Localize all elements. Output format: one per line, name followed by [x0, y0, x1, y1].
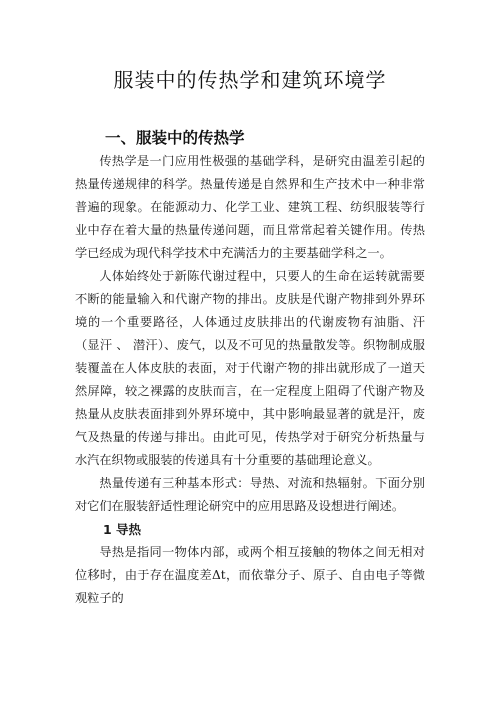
paragraph-conduction: 导热是指同一物体内部，或两个相互接触的物体之间无相对位移时，由于存在温度差Δt，而依靠分子、原子、自由电子等微观粒子的	[75, 545, 425, 605]
document-body	[75, 150, 425, 610]
subheading-conduction: 1 导热	[103, 522, 142, 537]
document-title: 服装中的传热学和建筑环境学	[113, 68, 387, 92]
paragraph-three-forms: 热量传递有三种基本形式：导热、对流和热辐射。下面分别对它们在服装舒适性理论研究中的应用思路及设想进行阐述。	[75, 476, 425, 513]
section-heading: 一、服装中的传热学	[105, 129, 245, 147]
paragraph-metabolism: 人体始终处于新陈代谢过程中，只要人的生命在运转就需要不断的能量输入和代谢产物的排出。皮肤是代谢产物排到外界环境的一个重要路径，人体通过皮肤排出的代谢废物有油脂、汗（显汗 、 潜汗）、废气，以及不可见的热量散发等。织物制成服装覆盖在人体皮肤的表面，对于代谢产物的排出就形成了一道天然屏障，较之裸露的皮肤而言，在一定程度上阻碍了代谢产物及热量从皮肤表面排到外界环境中，其中影响最显著的就是汗，废气及热量的传递与排出。由此可见，传热学对于研究分析热量与水汽在织物或服装的传递具有十分重要的基础理论意义。	[75, 269, 425, 467]
paragraph-heat-transfer-intro: 传热学是一门应用性极强的基础学科，是研究由温差引起的热量传递规律的科学。热量传递是自然界和生产技术中一种非常普遍的现象。在能源动力、化学工业、建筑工程、纺织服装等行业中存在着大量的热量传递问题，而且常常起着关键作用。传热学已经成为现代科学技术中充满活力的主要基础学科之一。	[75, 154, 425, 260]
